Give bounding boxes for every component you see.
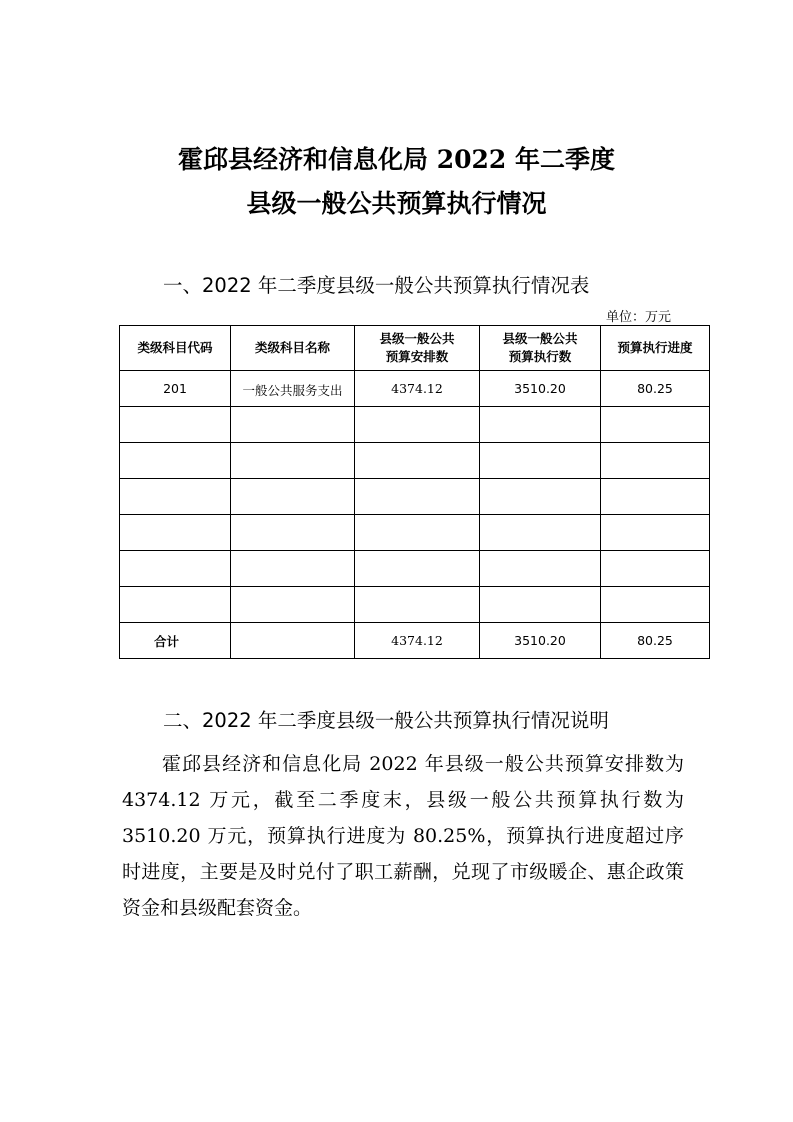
header-budget-executed-line-2: 预算执行数 bbox=[508, 349, 572, 364]
empty-cell bbox=[231, 479, 355, 515]
empty-cell bbox=[231, 623, 355, 659]
empty-cell bbox=[120, 515, 231, 551]
table-total-row bbox=[120, 623, 710, 659]
total-budget: 4374.12 bbox=[355, 623, 480, 659]
table-row-empty bbox=[120, 407, 710, 443]
header-budget-executed-line-1: 县级一般公共 bbox=[502, 331, 578, 346]
empty-cell bbox=[601, 587, 710, 623]
unit-label: 单位：万元 bbox=[605, 310, 671, 325]
header-execution-progress: 预算执行进度 bbox=[601, 326, 710, 371]
budget-execution-table bbox=[119, 325, 710, 659]
total-label: 合计 bbox=[120, 623, 231, 659]
empty-cell bbox=[120, 443, 231, 479]
empty-cell bbox=[601, 515, 710, 551]
empty-cell bbox=[231, 551, 355, 587]
header-budget-arranged bbox=[355, 326, 480, 371]
section-2-heading: 二、2022 年二季度县级一般公共预算执行情况说明 bbox=[163, 709, 609, 732]
empty-cell bbox=[355, 443, 480, 479]
header-category-code: 类级科目代码 bbox=[120, 326, 231, 371]
empty-cell bbox=[231, 587, 355, 623]
total-executed: 3510.20 bbox=[480, 623, 601, 659]
empty-cell bbox=[120, 587, 231, 623]
empty-cell bbox=[120, 407, 231, 443]
section-1-heading: 一、2022 年二季度县级一般公共预算执行情况表 bbox=[163, 274, 590, 297]
document-title-line-1: 霍邱县经济和信息化局 2022 年二季度 bbox=[178, 145, 615, 174]
empty-cell bbox=[231, 407, 355, 443]
table-row bbox=[120, 371, 710, 407]
empty-cell bbox=[480, 443, 601, 479]
table-row-empty bbox=[120, 515, 710, 551]
empty-cell bbox=[231, 443, 355, 479]
empty-cell bbox=[601, 551, 710, 587]
cell-name: 一般公共服务支出 bbox=[231, 371, 355, 407]
total-progress: 80.25 bbox=[601, 623, 710, 659]
empty-cell bbox=[355, 587, 480, 623]
table-header-row bbox=[120, 326, 710, 371]
explanation-paragraph: 霍邱县经济和信息化局 2022 年县级一般公共预算安排数为 4374.12 万元，截至二季度末，县级一般公共预算执行数为 3510.20 万元，预算执行进度为 80.25%，预算执行进度超过序时进度，主要是及时兑付了职工薪酬，兑现了市级暖企、惠企政策资金和县级配套资金。 bbox=[122, 753, 684, 919]
table-row-empty bbox=[120, 587, 710, 623]
empty-cell bbox=[601, 407, 710, 443]
cell-budget: 4374.12 bbox=[355, 371, 480, 407]
empty-cell bbox=[601, 479, 710, 515]
empty-cell bbox=[120, 551, 231, 587]
empty-cell bbox=[355, 407, 480, 443]
table-row-empty bbox=[120, 479, 710, 515]
empty-cell bbox=[480, 587, 601, 623]
header-budget-arranged-line-2: 预算安排数 bbox=[385, 349, 449, 364]
empty-cell bbox=[480, 479, 601, 515]
empty-cell bbox=[231, 515, 355, 551]
empty-cell bbox=[355, 515, 480, 551]
empty-cell bbox=[480, 407, 601, 443]
cell-executed: 3510.20 bbox=[480, 371, 601, 407]
empty-cell bbox=[601, 443, 710, 479]
document-title-line-2: 县级一般公共预算执行情况 bbox=[246, 189, 547, 218]
empty-cell bbox=[355, 551, 480, 587]
table-row-empty bbox=[120, 443, 710, 479]
cell-code: 201 bbox=[120, 371, 231, 407]
cell-progress: 80.25 bbox=[601, 371, 710, 407]
empty-cell bbox=[480, 515, 601, 551]
table-row-empty bbox=[120, 551, 710, 587]
empty-cell bbox=[480, 551, 601, 587]
empty-cell bbox=[120, 479, 231, 515]
header-category-name: 类级科目名称 bbox=[231, 326, 355, 371]
empty-cell bbox=[355, 479, 480, 515]
header-budget-executed bbox=[480, 326, 601, 371]
header-budget-arranged-line-1: 县级一般公共 bbox=[379, 331, 455, 346]
